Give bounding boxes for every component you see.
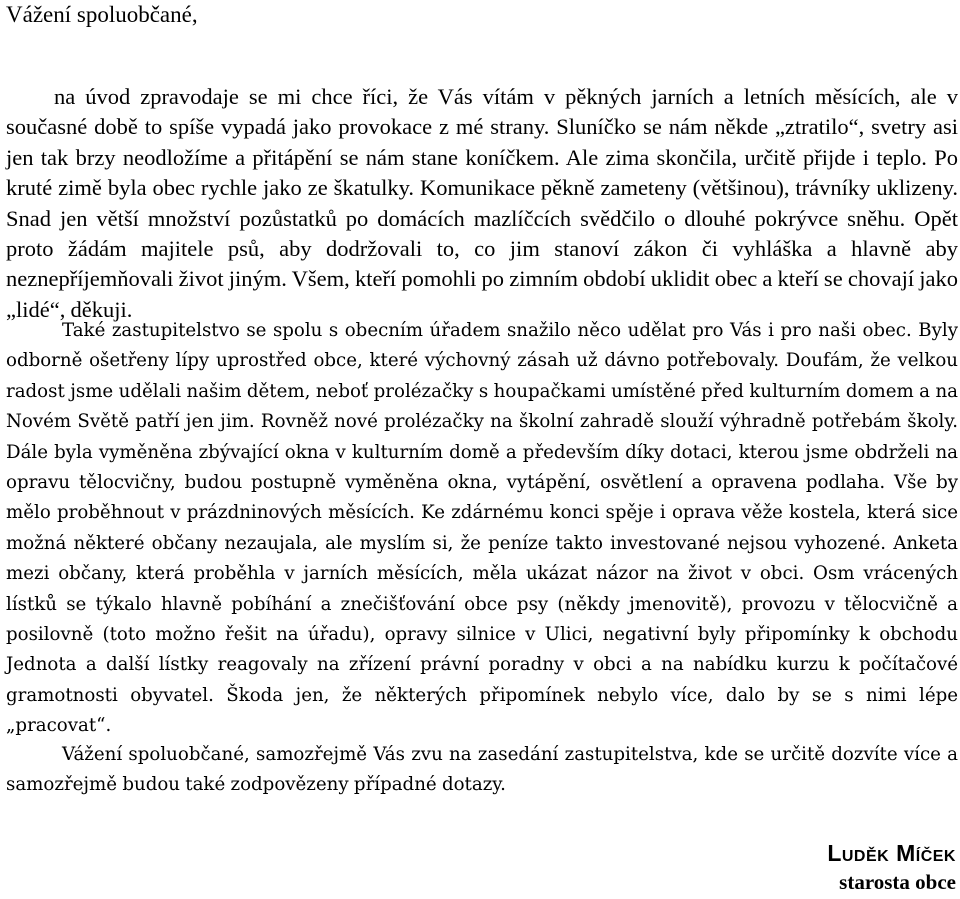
signature-role: starosta obce [839,870,956,894]
paragraph-intro: na úvod zpravodaje se mi chce říci, že Vás vítám v pěkných jarních a letních měsících, ale v současné době to spíše vypadá jako provokace z mé strany. Sluníčko se nám někde „ztratilo“, svetry asi jen tak brzy neodložíme a přitápění se nám stane koníčkem. Ale zima skončila, určitě přijde i teplo. Po kruté zimě byla obec rychle jako ze škatulky. Komunikace pěkně zameteny (většinou), trávníky uklizeny. Snad jen větší množství pozůstatků po domácích mazlíčcích svědčilo o dlouhé pokrývce sněhu. Opět proto žádám majitele psů, aby dodržovali to, co jim stanoví zákon či vyhláška a hlavně aby neznepříjemňovali život jiným. Všem, kteří pomohli po zimním období uklidit obec a kteří se chovají jako „lidé“, děkuji. [6,84,958,322]
paragraph-invitation: Vážení spoluobčané, samozřejmě Vás zvu na zasedání zastupitelstva, kde se určitě dozvíte více a samozřejmě budou také zodpovězeny případné dotazy. [6,744,958,796]
signature-block [827,838,956,896]
signature-name: Luděk Míček [827,840,956,866]
letter-greeting: Vážení spoluobčané, [6,2,198,27]
paragraph-council-work: Také zastupitelstvo se spolu s obecním úřadem snažilo něco udělat pro Vás i pro naši obec. Byly odborně ošetřeny lípy uprostřed obce, které výchovný zásah už dávno potřebovaly. Doufám, že velkou radost jsme udělali našim dětem, neboť prolézačky s houpačkami umístěné před kulturním domem a na Novém Světě patří jen jim. Rovněž nové prolézačky na školní zahradě slouží výhradně potřebám školy. Dále byla vyměněna zbývající okna v kulturním domě a především díky dotaci, kterou jsme obdrželi na opravu tělocvičny, budou postupně vyměněna okna, vytápění, osvětlení a opravena podlaha. Vše by mělo proběhnout v prázdninových měsících. Ke zdárnému konci spěje i oprava věže kostela, která sice možná některé občany nezaujala, ale myslím si, že peníze takto investované nejsou vyhozené. Anketa mezi občany, která proběhla v jarních měsících, měla ukázat názor na život v obci. Osm vrácených lístků se týkalo hlavně pobíhání a znečišťování obce psy (někdy jmenovitě), provozu v tělocvičně a posilovně (toto možno řešit na úřadu), opravy silnice v Ulici, negativní byly připomínky k obchodu Jednota a další lístky reagovaly na zřízení právní poradny v obci a na nabídku kurzu k počítačové gramotnosti obyvatel. Škoda jen, že některých připomínek nebylo více, dalo by se s nimi lépe „pracovat“. [6,320,958,737]
